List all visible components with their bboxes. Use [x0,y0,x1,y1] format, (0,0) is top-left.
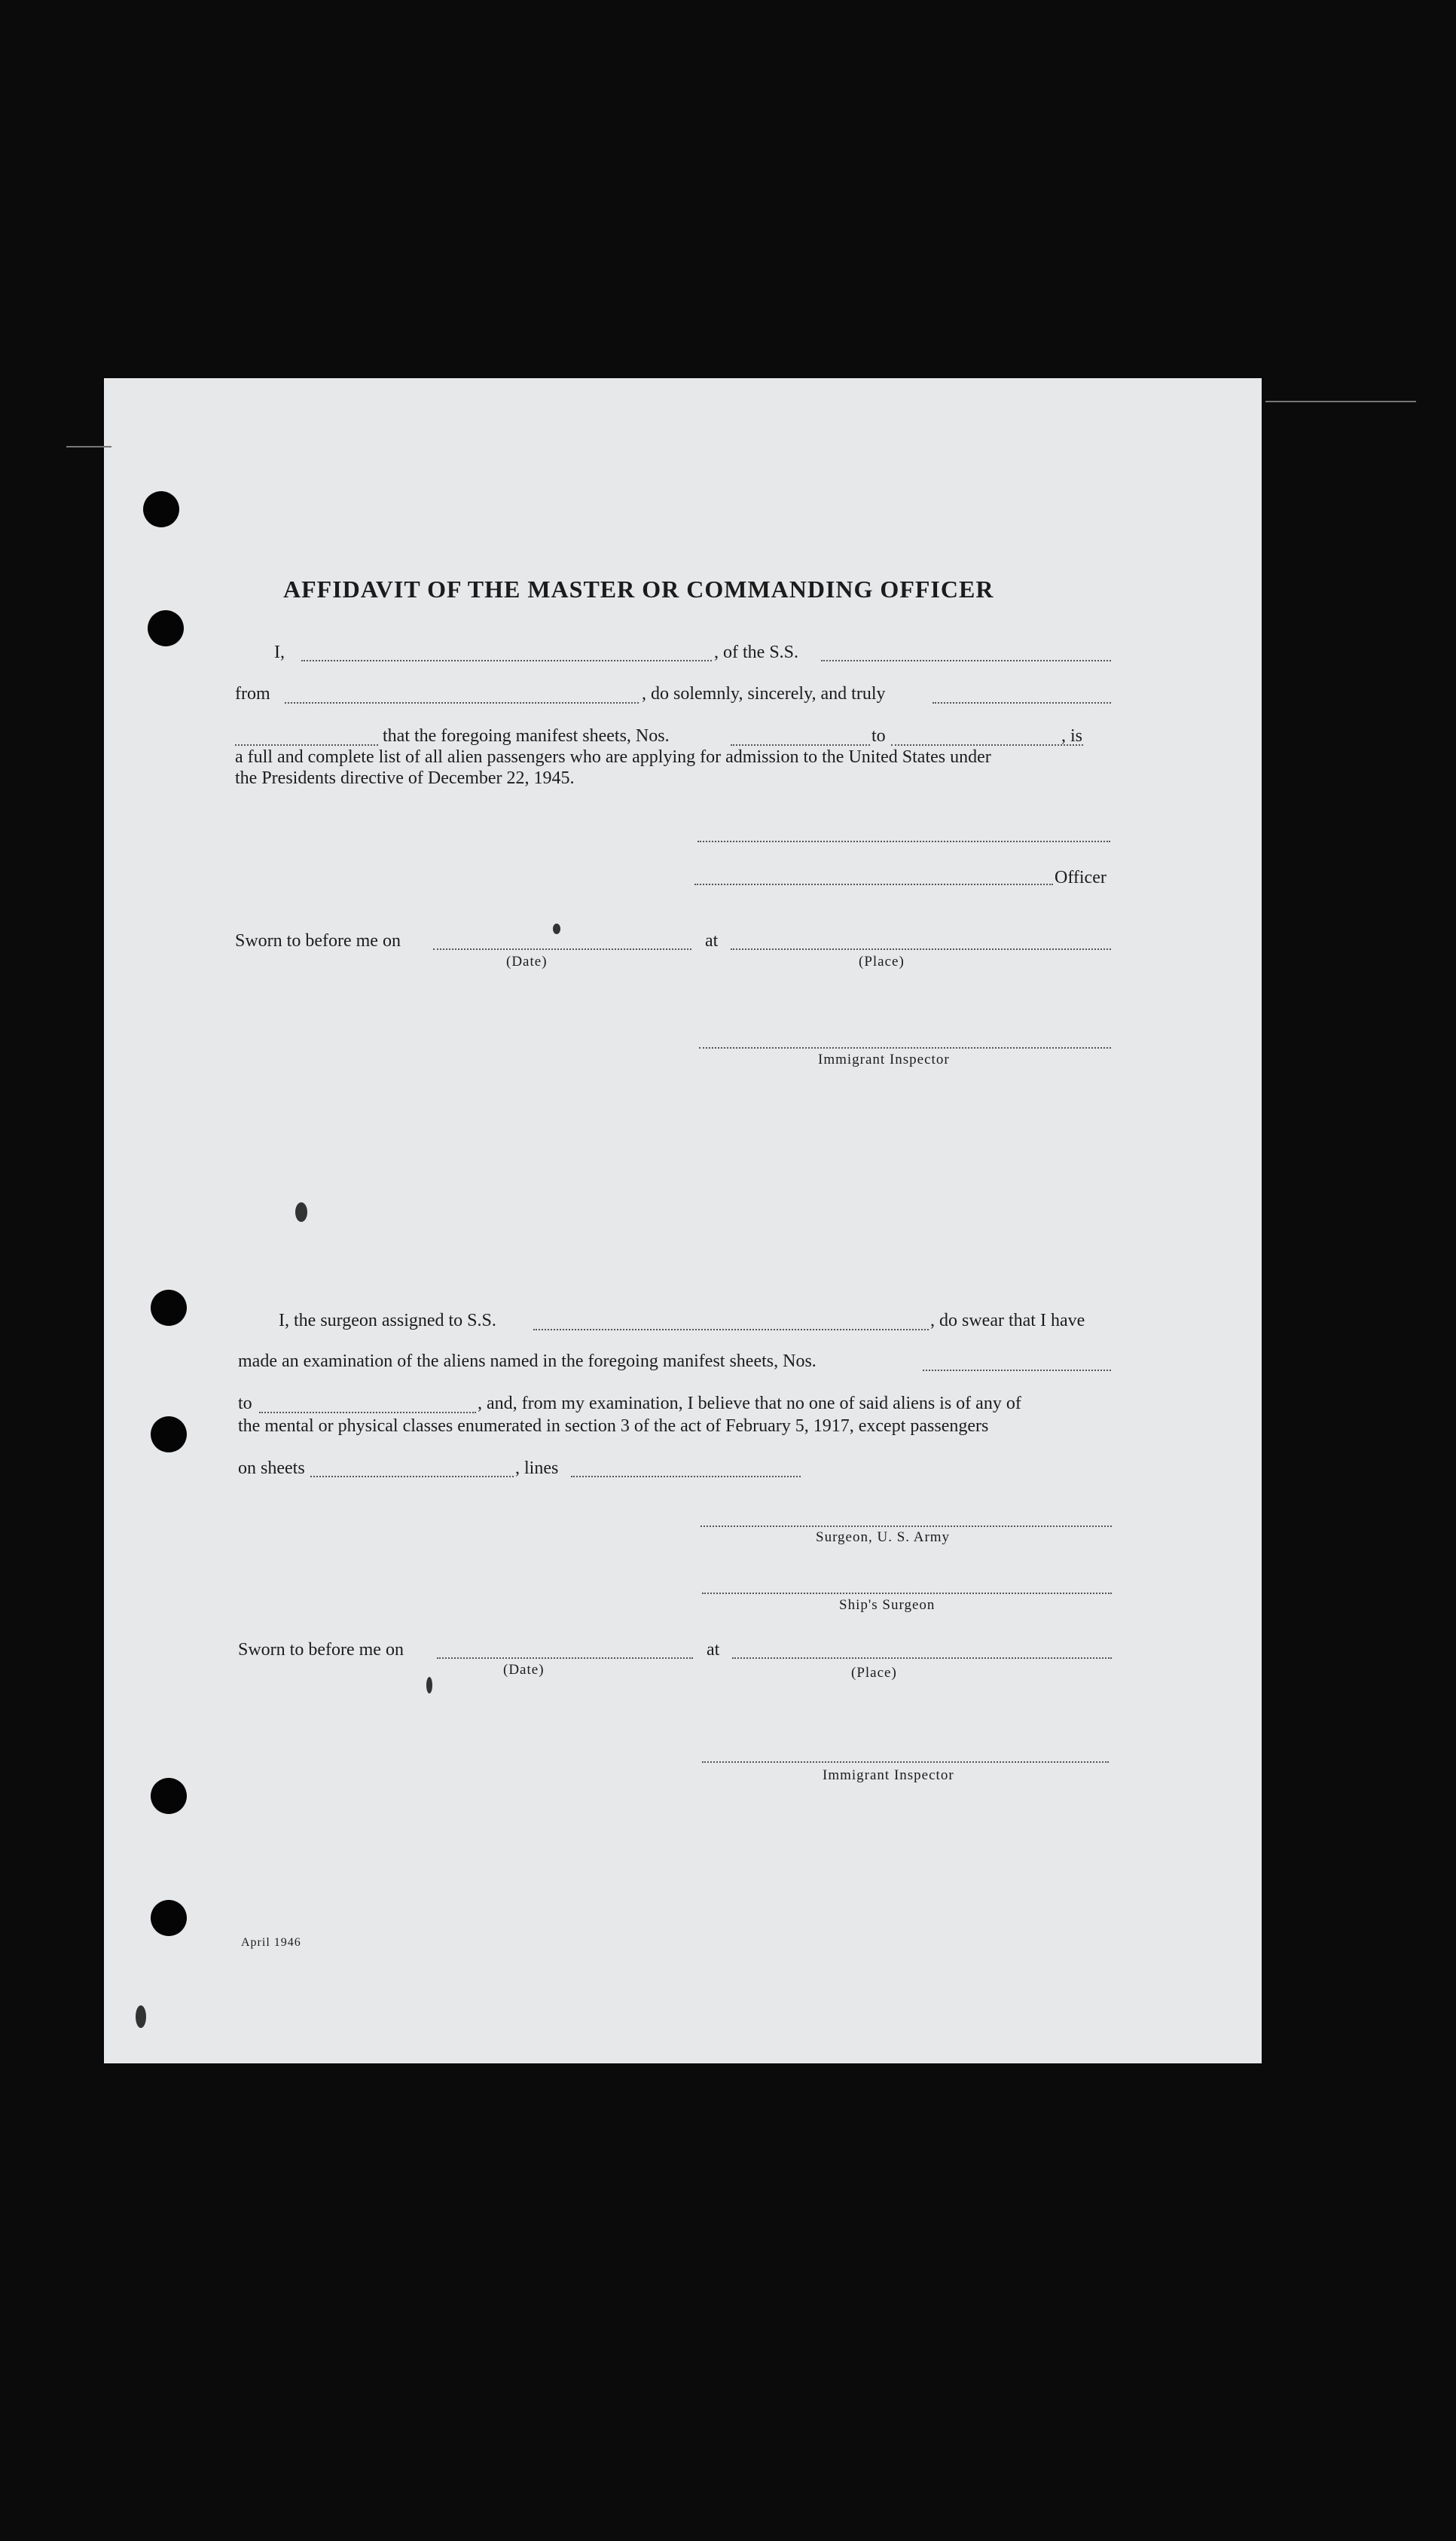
surgeon-at-label: at [707,1640,720,1660]
master-sheets-from-field[interactable] [731,744,870,746]
master-sworn-label: Sworn to before me on [235,931,401,951]
master-name-field[interactable] [301,660,712,661]
master-inspector-caption: Immigrant Inspector [818,1052,950,1067]
master-from-label: from [235,684,270,704]
surgeon-exception-lines-field[interactable] [571,1476,801,1477]
surgeon-sheets-label: on sheets [238,1458,305,1478]
master-manifest-text: that the foregoing manifest sheets, Nos. [383,726,670,746]
master-officer-label: Officer [1055,868,1106,887]
surgeon-ship-name-field[interactable] [533,1329,929,1330]
binder-hole [151,1900,187,1936]
master-ship-name-field[interactable] [821,660,1111,661]
scan-speck [426,1677,432,1693]
surgeon-lines-label: , lines [515,1458,559,1478]
surgeon-inspector-signature-line[interactable] [702,1761,1109,1763]
binder-hole [148,610,184,646]
scan-speck [136,2005,146,2028]
surgeon-army-signature-line[interactable] [701,1526,1112,1527]
surgeon-swear-text: , do swear that I have [930,1311,1085,1330]
surgeon-assigned-text: I, the surgeon assigned to S.S. [279,1311,496,1330]
surgeon-place-caption: (Place) [851,1665,897,1681]
binder-hole [151,1416,187,1452]
master-sheets-to-field[interactable] [891,744,1083,746]
ship-surgeon-signature-line[interactable] [702,1593,1112,1594]
surgeon-sheets-to-field[interactable] [259,1412,476,1413]
scan-edge-mark [1265,401,1416,402]
surgeon-classes-text: the mental or physical classes enumerated in section 3 of the act of February 5, 1917, except passengers [238,1416,989,1436]
master-officer-signature-line[interactable] [694,884,1053,885]
master-to-label: to [871,726,886,746]
surgeon-army-caption: Surgeon, U. S. Army [816,1529,951,1545]
scan-speck [295,1202,307,1222]
surgeon-sworn-label: Sworn to before me on [238,1640,404,1660]
master-i-label: I, [274,643,285,662]
master-swear-continuation-field[interactable] [933,702,1111,704]
surgeon-examination-text: made an examination of the aliens named in the foregoing manifest sheets, Nos. [238,1351,817,1371]
master-directive-line: the Presidents directive of December 22, 1945. [235,768,575,788]
master-at-label: at [705,931,719,951]
surgeon-inspector-caption: Immigrant Inspector [823,1767,954,1783]
surgeon-date-caption: (Date) [503,1662,545,1678]
scan-speck [553,924,560,934]
document-page [104,378,1262,2063]
scan-edge-mark [66,446,111,447]
master-statement-line: a full and complete list of all alien passengers who are applying for admission to the United States under [235,747,991,767]
master-inspector-signature-line[interactable] [699,1047,1111,1049]
master-of-ss-label: , of the S.S. [714,643,799,662]
master-signature-line[interactable] [697,841,1110,842]
master-place-caption: (Place) [859,954,905,970]
binder-hole [151,1290,187,1326]
ship-surgeon-caption: Ship's Surgeon [839,1597,936,1613]
surgeon-sworn-place-field[interactable] [732,1657,1112,1659]
master-swear-prefix-field[interactable] [235,744,378,746]
master-from-port-field[interactable] [285,702,639,704]
master-sworn-place-field[interactable] [731,948,1111,950]
master-swear-text: , do solemnly, sincerely, and truly [642,684,886,704]
master-sworn-date-field[interactable] [433,948,691,950]
surgeon-exception-sheets-field[interactable] [310,1476,514,1477]
master-date-caption: (Date) [506,954,548,970]
binder-hole [143,491,179,527]
form-revision-date: April 1946 [241,1936,301,1949]
master-is-label: , is [1061,726,1083,746]
master-affidavit-title: AFFIDAVIT OF THE MASTER OR COMMANDING OFFICER [283,576,994,603]
surgeon-belief-text: , and, from my examination, I believe that no one of said aliens is of any of [478,1394,1021,1413]
surgeon-sheets-from-field[interactable] [923,1370,1111,1371]
surgeon-sworn-date-field[interactable] [437,1657,693,1659]
binder-hole [151,1778,187,1814]
surgeon-to-label: to [238,1394,252,1413]
